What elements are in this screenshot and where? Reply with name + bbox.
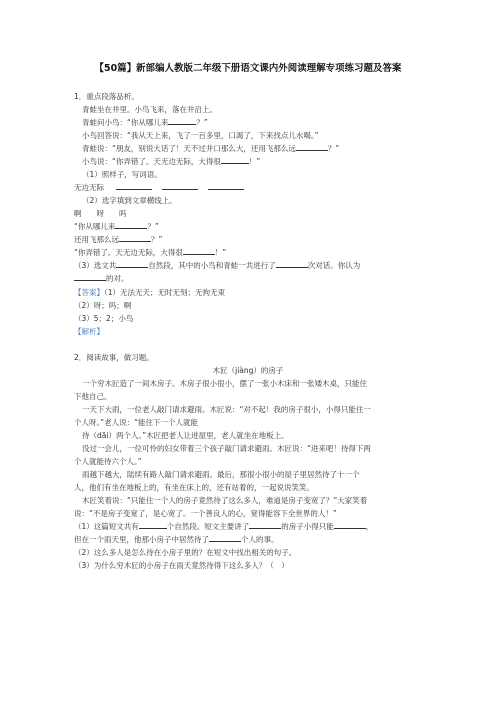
story-para4-line-1: 雨越下越大，陆续有路人敲门请求避雨。最后，那很小很小的屋子里居然待了十一个	[82, 470, 360, 479]
answer-blank[interactable]	[209, 534, 241, 542]
answer-blank[interactable]	[116, 260, 148, 268]
q2-heading: 2．阅读故事，做习题。	[74, 353, 154, 362]
story-para3-line-1: 没过一会儿，一位可怜的妇女带着三个孩子敲门请求避雨。木匠说：“进来吧！待得下两	[82, 444, 371, 453]
story-para4-line-2: 人，他们有坐在地板上的，有坐在床上的，还有站着的，一起说说笑笑。	[74, 483, 314, 492]
answer-tag: 【答案】	[74, 288, 104, 297]
story-para1-line-2: 下他自己。	[74, 392, 112, 401]
story-para5-line-2: 说：“不是房子变宽了，是心宽了。一个善良人的心，宽得能容下全世界的人！”	[74, 509, 337, 518]
answer-blank[interactable]	[139, 521, 167, 529]
q1-sub3-line-2: 的对。	[74, 273, 430, 285]
q1-sub1: （1）照样子，写词语。	[82, 170, 162, 179]
answer-blank[interactable]	[183, 247, 215, 255]
q1-sub2: （2）选字填到文章横线上。	[82, 196, 177, 205]
answer-blank[interactable]	[168, 117, 196, 125]
answer-blank[interactable]	[119, 234, 151, 242]
story-para2-line-3: 待（dāi）两个人。”木匠把老人让进屋里，老人就坐在地板上。	[82, 431, 289, 440]
story-para3-line-2: 个人就能待六个人。”	[74, 457, 142, 466]
q1-answer-line-1: 【答案】（1）无法无天；无时无刻；无拘无束	[74, 288, 226, 297]
q1-heading: 1．重点段落品析。	[74, 92, 139, 101]
story-para2-line-1: 一天下大雨，一位老人敲门请求避雨。木匠说：“对不起！我的房子很小，小得只能住一	[82, 405, 371, 414]
q1-answer-line-2: （2）呀；吗；啊	[74, 301, 132, 310]
q2-sub2: （2）这么多人是怎么待在小房子里的？在短文中找出相关的句子。	[74, 548, 297, 557]
answer-blank[interactable]	[74, 273, 106, 281]
q1-sub2-line-3: “你弄错了。天无边无际，大得很 ！”	[74, 248, 227, 257]
answer-blank[interactable]	[116, 182, 152, 190]
answer-blank[interactable]	[208, 182, 244, 190]
q1-sub2-options: 啊 呀 吗	[74, 209, 127, 218]
answer-blank[interactable]	[276, 260, 308, 268]
answer-blank[interactable]	[115, 221, 147, 229]
answer-blank[interactable]	[296, 143, 328, 151]
q2-sub3: （3）为什么穷木匠的小房子在雨天竟然待得下这么多人？（ ）	[74, 561, 289, 570]
answer-blank[interactable]	[249, 521, 281, 529]
document-title: 【50篇】新部编人教版二年级下册语文课内外阅读理解专项练习题及答案	[94, 63, 402, 74]
q2-sub1-line-1: （1）这篇短文共有 个自然段。短文主要讲了 的房子小得只能 ，	[74, 522, 374, 531]
answer-blank[interactable]	[334, 521, 366, 529]
story-title: 木匠（jiàng）的房子	[212, 366, 284, 375]
story-para5-line-1: 木匠笑着说：“只能住一个人的房子竟然待了这么多人，难道是房子变宽了？”大家笑着	[82, 496, 368, 505]
analysis-tag: 【解析】	[74, 327, 104, 336]
q2-sub1-line-2: 但在一个雨天里，他那小房子中居然待了 个人的事。	[74, 535, 279, 544]
q1-passage-line-5: 小鸟说：“你弄错了。天无边无际，大得很 ！”	[82, 157, 261, 166]
q1-passage-line-3: 小鸟回答说：“我从天上来，飞了一百多里，口渴了，下来找点儿水喝。”	[82, 131, 319, 140]
q1-sub3-line-1: （3）选文共 自然段，其中的小鸟和青蛙一共进行了 次对话。你认为	[74, 261, 361, 270]
q1-answer-line-3: （3）5；2；小鸟	[74, 314, 134, 323]
q1-passage-line-1: 青蛙坐在井里。小鸟飞来，落在井沿上。	[82, 105, 217, 114]
story-para2-line-2: 个人呀。”老人说：“能住下一个人就能	[74, 418, 199, 427]
q1-sub2-line-1: “你从哪儿来 ？”	[74, 222, 159, 231]
story-para1-line-1: 一个穷木匠造了一间木房子。木房子很小很小，摆了一张小木床和一张矮木桌，只能住	[82, 379, 367, 388]
q1-sub1-example-row: 无边无际	[74, 182, 430, 194]
q1-sub2-line-2: 还用飞那么远 ？”	[74, 235, 163, 244]
answer-blank[interactable]	[162, 182, 198, 190]
q1-passage-line-4: 青蛙说：“朋友，别说大话了！天不过井口那么大，还用飞那么远 ？”	[82, 144, 340, 153]
q1-passage-line-2: 青蛙问小鸟：“你从哪儿来 ？”	[82, 118, 208, 127]
answer-blank[interactable]	[221, 156, 249, 164]
